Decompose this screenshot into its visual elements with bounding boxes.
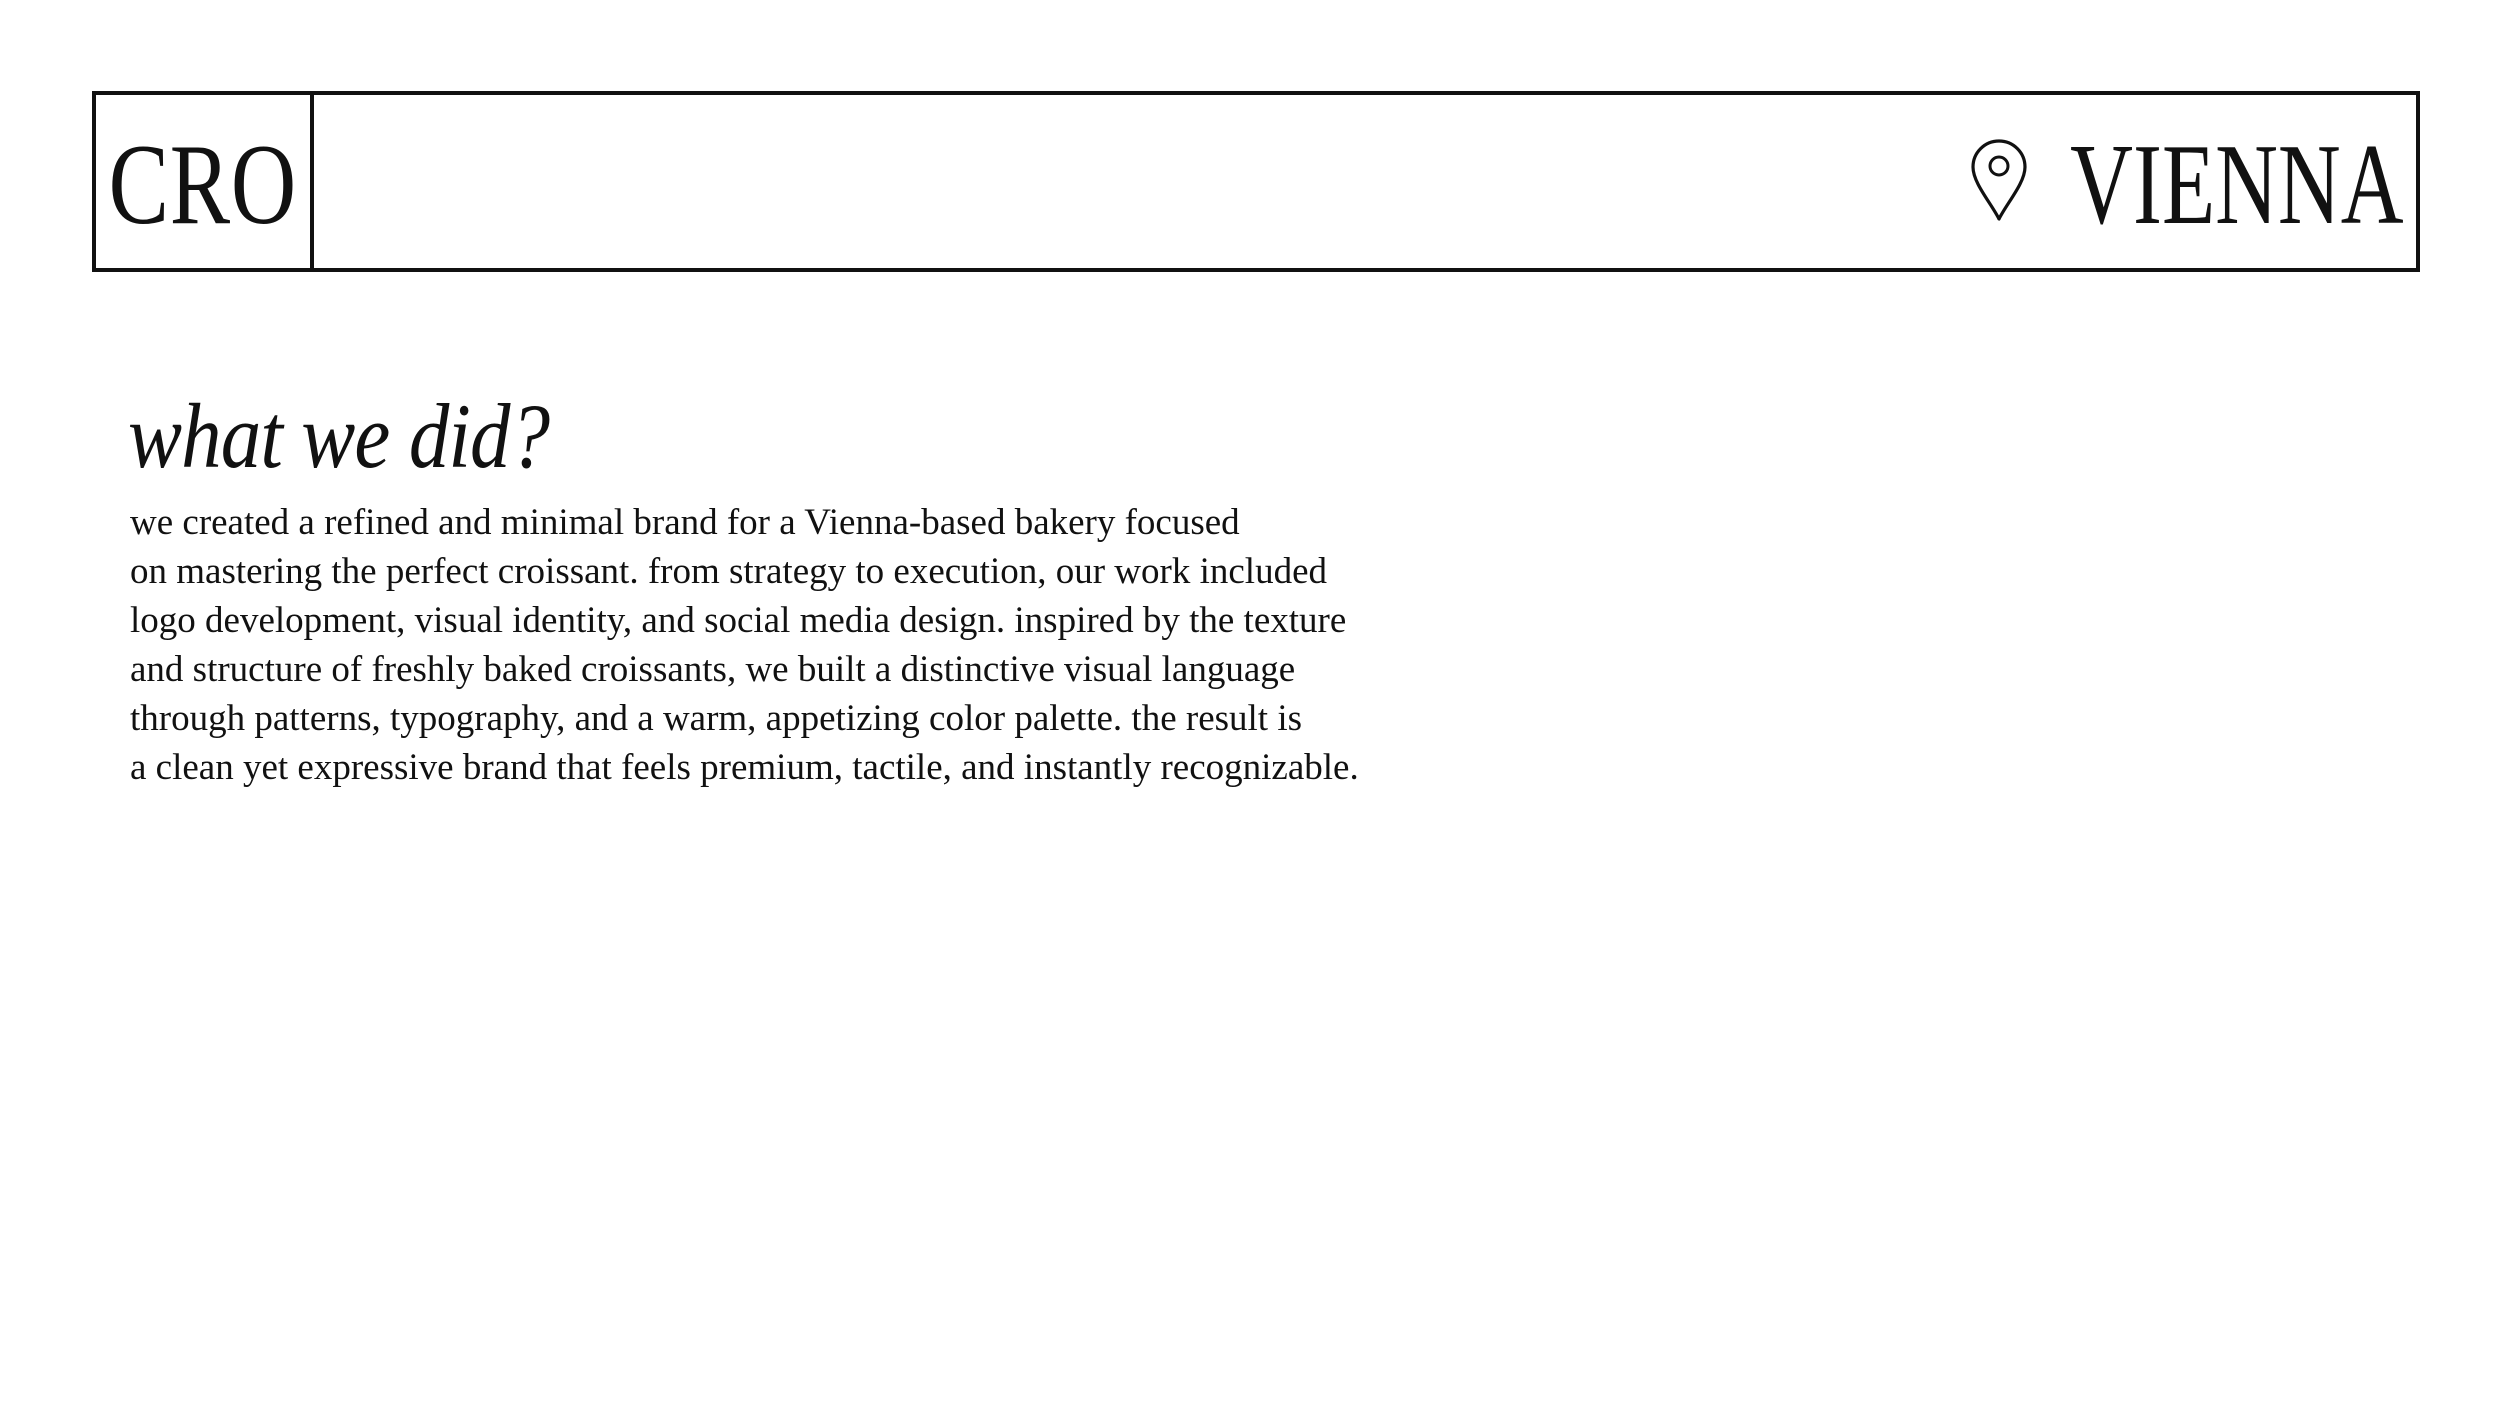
body-line: on mastering the perfect croissant. from strategy to execution, our work included (130, 551, 1327, 592)
section-heading: what we did? (128, 385, 550, 487)
body-line: and structure of freshly baked croissants, we built a distinctive visual language (130, 649, 1296, 690)
body-line: logo development, visual identity, and social media design. inspired by the texture (130, 600, 1347, 641)
header-bar (92, 91, 2420, 272)
logo-cell (96, 95, 314, 268)
map-pin-icon (1969, 139, 2029, 223)
location (1969, 95, 2404, 268)
location-label: VIENNA (2070, 120, 2404, 249)
brand-logo: CRO (108, 120, 298, 249)
body-line: through patterns, typography, and a warm, appetizing color palette. the result is (130, 698, 1303, 739)
body-line: we created a refined and minimal brand for a Vienna-based bakery focused (130, 502, 1240, 543)
section-body (130, 498, 1590, 792)
body-line: a clean yet expressive brand that feels premium, tactile, and instantly recognizable. (130, 747, 1359, 788)
